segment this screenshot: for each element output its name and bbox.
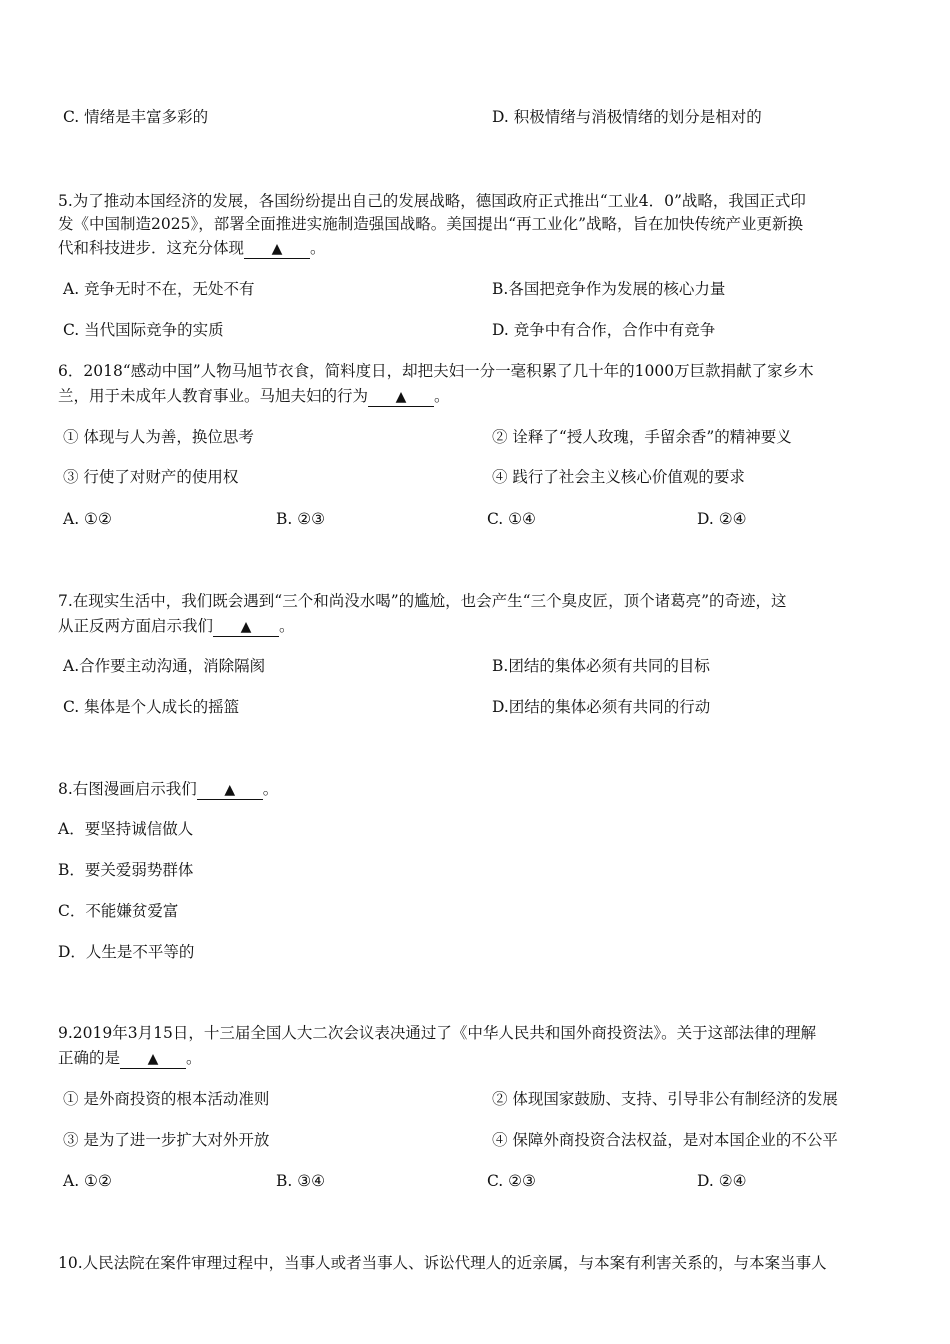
q6-option-c: C. ①④ [487,510,536,528]
q9-option-c: C. ②③ [487,1172,536,1190]
q5-stem-line-3: 代和科技进步．这充分体现 ▲ 。 [58,239,326,257]
q7-stem-line-1: 7.在现实生活中，我们既会遇到“三个和尚没水喝”的尴尬，也会产生“三个臭皮匠，顶个诸葛亮”的奇迹，这 [58,592,787,610]
triangle-marker-icon: ▲ [240,619,252,635]
answer-blank[interactable] [368,389,434,407]
q8-option-d: D．人生是不平等的 [58,943,195,961]
q8-stem-line-1: 8.右图漫画启示我们 ▲ 。 [58,780,279,798]
q9-option-d: D. ②④ [697,1172,747,1190]
q9-statement-3: ③ 是为了进一步扩大对外开放 [63,1131,270,1149]
q7-option-b: B.团结的集体必须有共同的目标 [492,657,710,675]
q6-option-b: B. ②③ [276,510,326,528]
q7-option-a: A.合作要主动沟通，消除隔阂 [63,657,266,675]
q8-option-c: C．不能嫌贫爱富 [58,902,179,920]
q7-stem-line-2: 从正反两方面启示我们 ▲ 。 [58,617,295,635]
answer-blank[interactable] [213,619,279,637]
q9-statement-1: ① 是外商投资的根本活动准则 [63,1090,270,1108]
q5-option-a: A. 竞争无时不在，无处不有 [63,280,255,298]
triangle-marker-icon: ▲ [147,1051,159,1067]
answer-blank[interactable] [197,782,263,800]
q5-option-b: B.各国把竞争作为发展的核心力量 [492,280,726,298]
q10-stem-line-1: 10.人民法院在案件审理过程中，当事人或者当事人、诉讼代理人的近亲属，与本案有利害关系的，与本案当事人 [58,1254,827,1272]
q6-statement-1: ① 体现与人为善，换位思考 [63,428,254,446]
q9-statement-4: ④ 保障外商投资合法权益，是对本国企业的不公平 [492,1131,838,1149]
q5-stem-line-1: 5.为了推动本国经济的发展，各国纷纷提出自己的发展战略，德国政府正式推出“工业4．0”战略，我国正式印 [58,192,806,210]
q5-option-d: D. 竞争中有合作，合作中有竞争 [492,321,716,339]
triangle-marker-icon: ▲ [224,782,236,798]
prev-option-d: D. 积极情绪与消极情绪的划分是相对的 [492,108,762,126]
answer-blank[interactable] [120,1051,186,1069]
q5-option-c: C. 当代国际竞争的实质 [63,321,224,339]
triangle-marker-icon: ▲ [271,241,283,257]
q6-stem-line-1: 6．2018“感动中国”人物马旭节衣食，简料度日，却把夫妇一分一毫积累了几十年的1000万巨款捐献了家乡木 [58,362,814,380]
q6-statement-4: ④ 践行了社会主义核心价值观的要求 [492,468,745,486]
q7-option-d: D.团结的集体必须有共同的行动 [492,698,711,716]
q9-stem-line-2: 正确的是 ▲ 。 [58,1049,202,1067]
q9-option-a: A. ①② [63,1172,112,1190]
q7-option-c: C. 集体是个人成长的摇篮 [63,698,240,716]
q9-stem-line-1: 9.2019年3月15日，十三届全国人大二次会议表决通过了《中华人民共和国外商投资法》。关于这部法律的理解 [58,1024,817,1042]
answer-blank[interactable] [244,241,310,259]
q6-statement-2: ② 诠释了“授人玫瑰，手留余香”的精神要义 [492,428,792,446]
q6-option-a: A. ①② [63,510,112,528]
q6-stem-line-2: 兰，用于未成年人教育事业。马旭夫妇的行为 ▲ 。 [58,387,450,405]
prev-option-c: C. 情绪是丰富多彩的 [63,108,209,126]
triangle-marker-icon: ▲ [395,389,407,405]
q8-option-b: B．要关爱弱势群体 [58,861,194,879]
q9-statement-2: ② 体现国家鼓励、支持、引导非公有制经济的发展 [492,1090,838,1108]
q8-option-a: A．要坚持诚信做人 [58,820,194,838]
q5-stem-line-2: 发《中国制造2025》，部署全面推进实施制造强国战略。美国提出“再工业化”战略，旨在加快传统产业更新换 [58,215,804,233]
q6-option-d: D. ②④ [697,510,747,528]
q6-statement-3: ③ 行使了对财产的使用权 [63,468,239,486]
q9-option-b: B. ③④ [276,1172,326,1190]
